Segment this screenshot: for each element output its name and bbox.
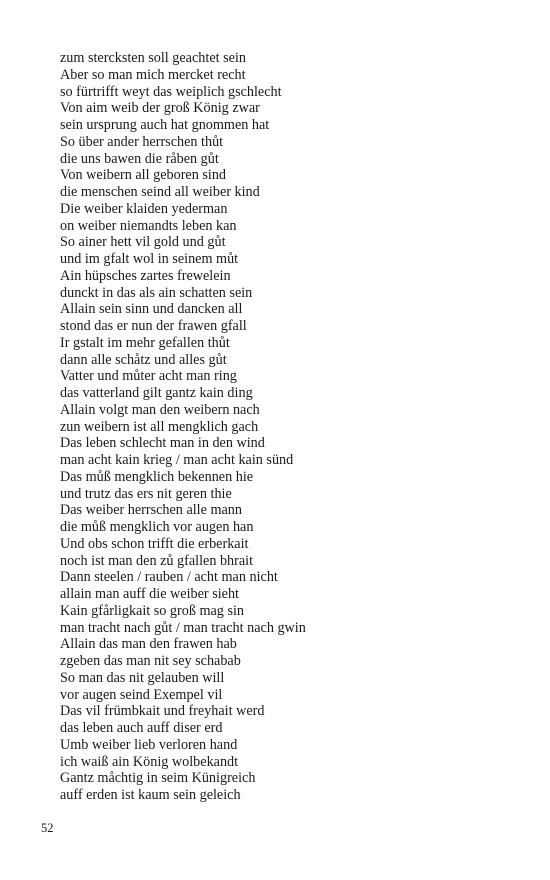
verse-line: man acht kain krieg / man acht kain sünd <box>60 452 294 468</box>
verse-line: Von weibern all geboren sind <box>60 167 227 184</box>
verse-line: dunckt in das als ain schatten sein <box>60 284 253 301</box>
verse-block <box>60 50 306 804</box>
verse-line: Das leben schlecht man in den wind <box>60 435 265 452</box>
verse-line: vor augen seind Exempel vil <box>60 686 223 703</box>
verse-line: allain man auff die weiber sieht <box>60 586 239 602</box>
verse-line: sein ursprung auch hat gnommen hat <box>60 117 270 133</box>
verse-line: Gantz måchtig in seim Künigreich <box>60 770 256 787</box>
verse-line: die uns bawen die råben gůt <box>60 150 219 167</box>
verse-line: das leben auch auff diser erd <box>60 720 223 736</box>
verse-line: noch ist man den zů gfallen bhrait <box>60 552 254 569</box>
verse-line: Das můß mengklich bekennen hie <box>60 468 254 485</box>
verse-line: die menschen seind all weiber kind <box>60 184 260 200</box>
verse-line: zum stercksten soll geachtet sein <box>60 50 246 66</box>
verse-line: Ain hüpsches zartes frewelein <box>60 267 231 284</box>
verse-line: Das vil frümbkait und freyhait werd <box>60 703 265 720</box>
verse-line: Allain sein sinn und dancken all <box>60 301 243 318</box>
verse-line: dann alle schåtz und alles gůt <box>60 351 227 368</box>
page-number: 52 <box>41 821 54 835</box>
verse-line: Allain das man den frawen hab <box>60 636 237 653</box>
verse-line: Die weiber klaiden yederman <box>60 200 228 217</box>
verse-line: und im gfalt wol in seinem můt <box>60 251 239 267</box>
verse-line: Allain volgt man den weibern nach <box>60 401 260 418</box>
verse-line: ich waiß ain König wolbekandt <box>60 753 239 770</box>
verse-line: Kain gfårligkait so groß mag sin <box>60 602 245 619</box>
verse-line: Und obs schon trifft die erberkait <box>60 535 249 552</box>
verse-line: Umb weiber lieb verloren hand <box>60 736 238 753</box>
verse-line: und trutz das ers nit geren thie <box>60 485 232 502</box>
verse-line: so fürtrifft weyt das weiplich gschlecht <box>60 83 282 100</box>
verse-line: auff erden ist kaum sein geleich <box>60 787 241 803</box>
verse-line: Dann steelen / rauben / acht man nicht <box>60 569 278 586</box>
verse-line: zgeben das man nit sey schabab <box>60 653 241 669</box>
verse-line: Das weiber herrschen alle mann <box>60 502 242 519</box>
verse-line: on weiber niemandts leben kan <box>60 217 237 234</box>
verse-line: stond das er nun der frawen gfall <box>60 318 247 334</box>
verse-line: zun weibern ist all mengklich gach <box>60 418 259 435</box>
verse-line: Von aim weib der groß König zwar <box>60 100 260 117</box>
verse-line: man tracht nach gůt / man tracht nach gwin <box>60 619 306 636</box>
verse-line: So ainer hett vil gold und gůt <box>60 234 226 251</box>
verse-line: das vatterland gilt gantz kain ding <box>60 385 253 401</box>
verse-line: So man das nit gelauben will <box>60 669 225 686</box>
verse-line: Vatter und můter acht man ring <box>60 368 237 385</box>
verse-line: die můß mengklich vor augen han <box>60 519 254 535</box>
verse-line: Aber so man mich mercket recht <box>60 66 246 83</box>
verse-line: So über ander herrschen thůt <box>60 133 224 150</box>
verse-line: Ir gstalt im mehr gefallen thůt <box>60 334 230 351</box>
